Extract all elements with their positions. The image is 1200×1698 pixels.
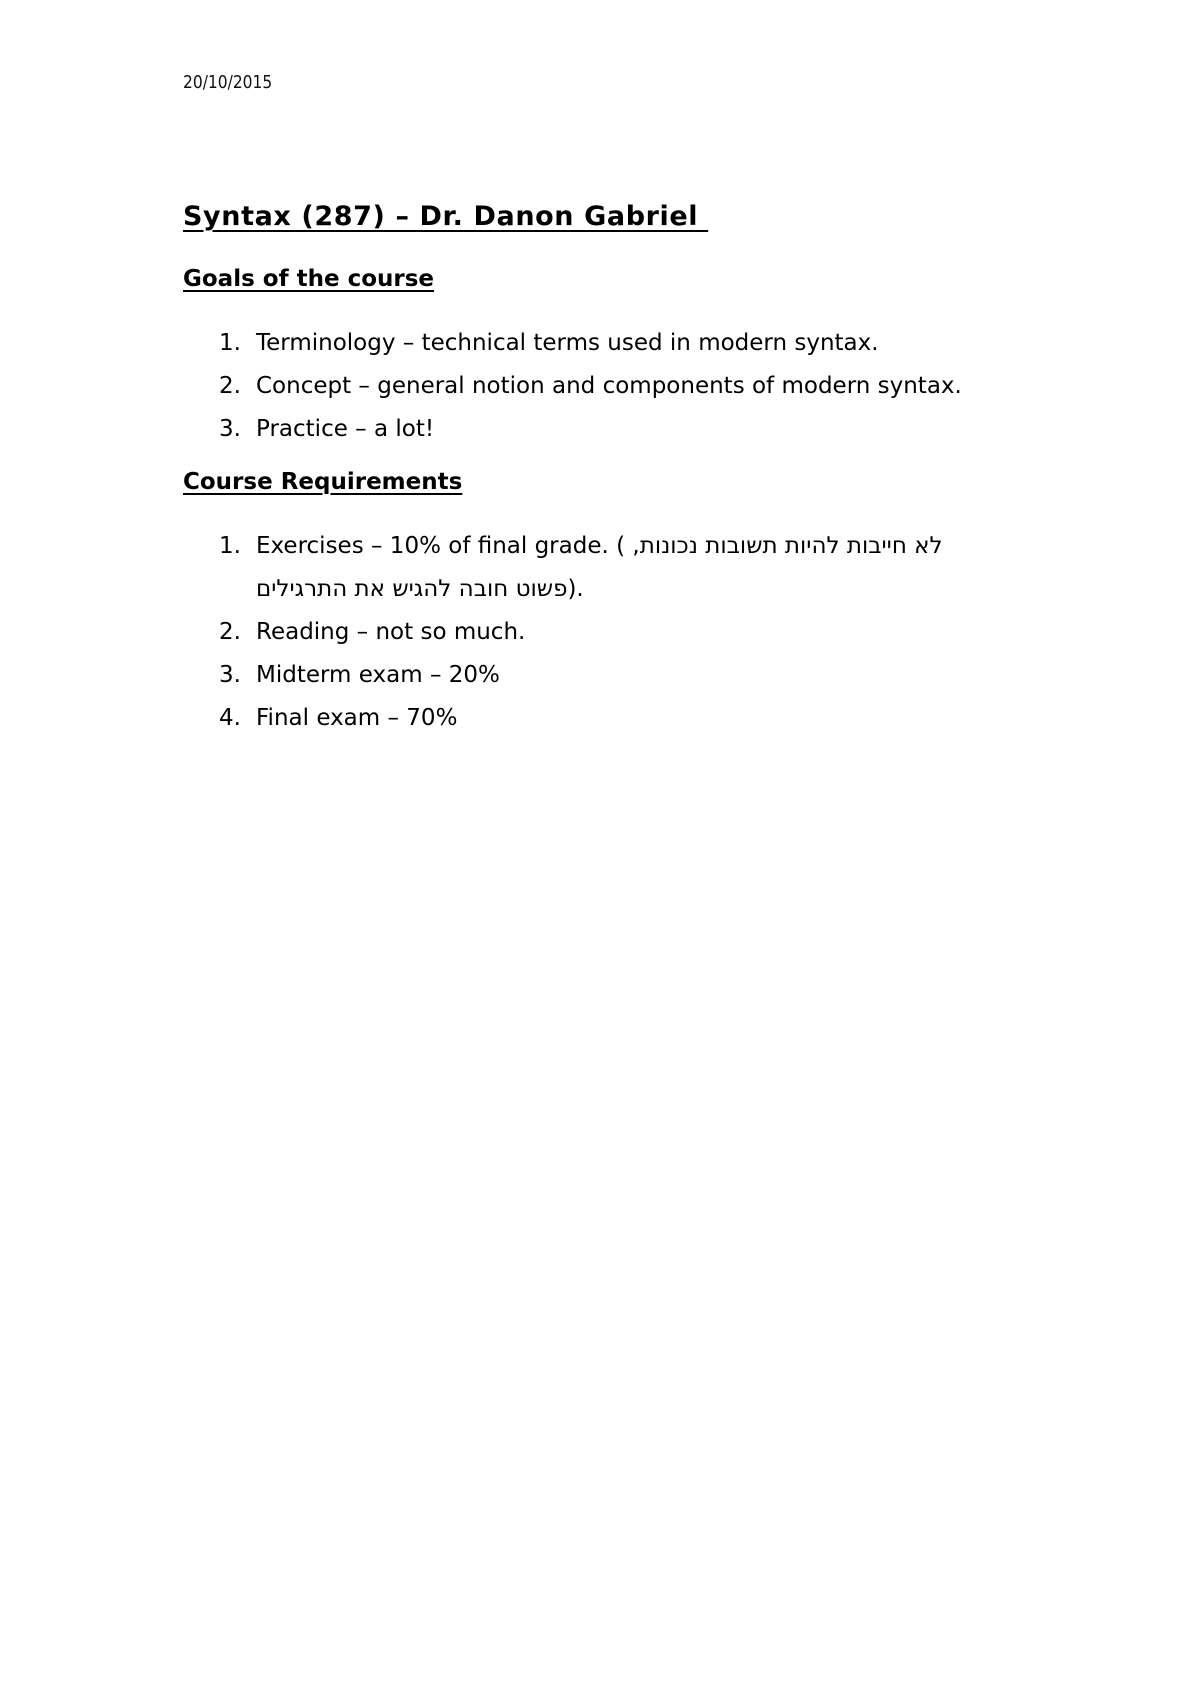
- list-item-text: Concept – general notion and components of modern syntax.: [256, 373, 962, 399]
- list-item: [183, 408, 1086, 451]
- list-item-hebrew-line-2: פשוט חובה להגיש את התרגילים: [256, 576, 568, 602]
- list-item-number: 2.: [219, 619, 241, 645]
- list-item-text: Reading – not so much.: [256, 619, 526, 645]
- list-item-line-2: [256, 568, 1086, 611]
- list-item-number: 2.: [219, 373, 241, 399]
- list-item-number: 3.: [219, 416, 241, 442]
- list-item-text-suffix: ).: [567, 576, 584, 602]
- list-item: [183, 611, 1086, 654]
- requirements-list: [183, 525, 1086, 740]
- section-heading-goals: Goals of the course: [183, 266, 435, 292]
- list-item-text: Final exam – 70%: [256, 705, 458, 731]
- list-item: [183, 697, 1086, 740]
- list-item-text: Practice – a lot!: [256, 416, 435, 442]
- list-item: [183, 365, 1086, 408]
- list-item-number: 1.: [219, 533, 241, 559]
- list-item-number: 1.: [219, 330, 241, 356]
- document-title: Syntax (287) – Dr. Danon Gabriel: [183, 201, 709, 232]
- list-item-text: Midterm exam – 20%: [256, 662, 500, 688]
- list-item-text-prefix: Exercises – 10% of final grade. (: [256, 533, 626, 559]
- list-item-number: 4.: [219, 705, 241, 731]
- list-item-text: Terminology – technical terms used in modern syntax.: [256, 330, 879, 356]
- list-item: [183, 525, 1086, 611]
- goals-list: [183, 322, 1086, 451]
- list-item: [183, 322, 1086, 365]
- list-item: [183, 654, 1086, 697]
- list-item-number: 3.: [219, 662, 241, 688]
- list-item-line-1: [256, 525, 1086, 568]
- list-item-hebrew-line-1: לא חייבות להיות תשובות נכונות,: [632, 533, 943, 559]
- section-heading-requirements: Course Requirements: [183, 469, 463, 495]
- document-date: 20/10/2015: [183, 72, 273, 93]
